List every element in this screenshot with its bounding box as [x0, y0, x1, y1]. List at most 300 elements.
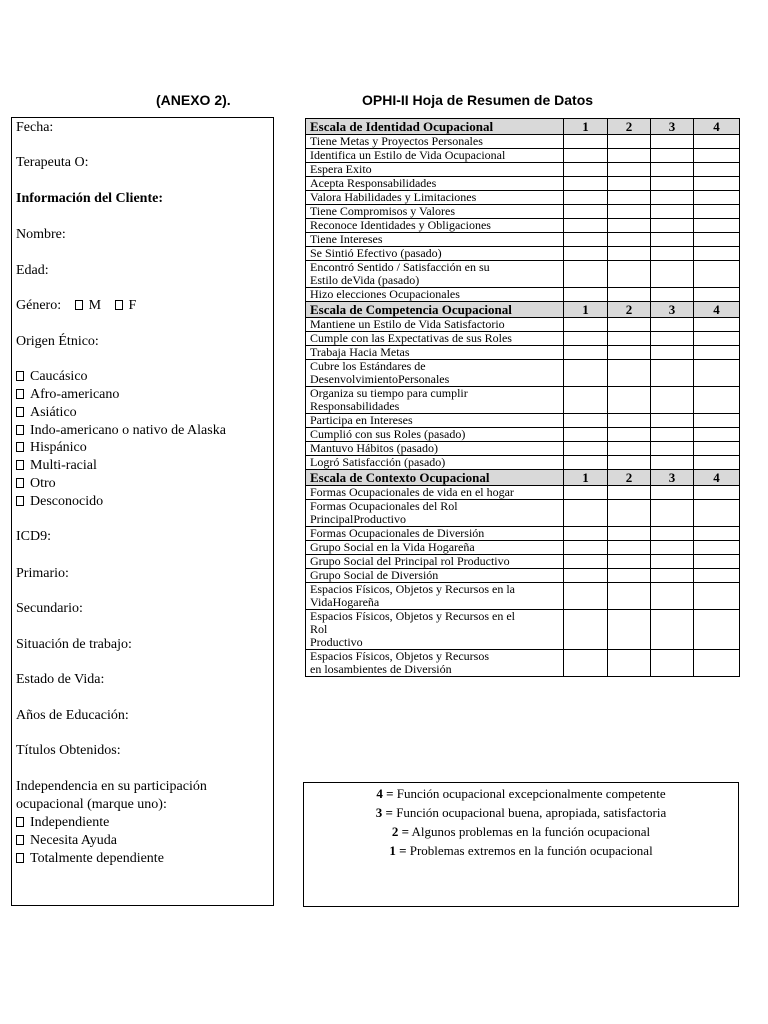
- annex-label: (ANEXO 2).: [156, 92, 231, 108]
- rating-cell[interactable]: [651, 177, 694, 191]
- gender-option-f[interactable]: [115, 298, 137, 313]
- scale-item-text: Tiene Intereses: [310, 232, 383, 246]
- rating-cell[interactable]: [608, 247, 651, 261]
- ethnic-option[interactable]: [16, 386, 119, 404]
- rating-cell[interactable]: [608, 500, 651, 527]
- client-info-box: [11, 117, 274, 906]
- rating-cell[interactable]: [694, 414, 740, 428]
- independence-option[interactable]: [16, 850, 164, 868]
- scale-item-row: [306, 569, 740, 583]
- scale-item-label: [306, 555, 564, 569]
- legend-score: 4 =: [376, 786, 394, 801]
- rating-cell[interactable]: [564, 650, 608, 677]
- rating-cell[interactable]: [564, 177, 608, 191]
- scale-item-text: Hizo elecciones Ocupacionales: [310, 287, 460, 301]
- ethnic-option-label: Afro-americano: [30, 387, 120, 402]
- scale-item-text: Organiza su tiempo para cumplir: [310, 386, 468, 400]
- scale-item-text: DesenvolvimientoPersonales: [310, 372, 450, 386]
- scale-item-text: VidaHogareña: [310, 595, 380, 609]
- gender-f-label: F: [128, 298, 137, 313]
- scale-item-text: Logró Satisfacción (pasado): [310, 455, 446, 469]
- legend-line: [304, 784, 738, 803]
- scale-header-row: [306, 119, 740, 135]
- rating-cell[interactable]: [651, 360, 694, 387]
- checkbox-icon: [16, 442, 24, 452]
- rating-column-header: 2: [608, 302, 651, 318]
- ethnic-option-label: Caucásico: [30, 369, 88, 384]
- scale-item-row: [306, 247, 740, 261]
- rating-cell[interactable]: [564, 205, 608, 219]
- rating-cell[interactable]: [651, 555, 694, 569]
- scale-item-label: [306, 456, 564, 470]
- rating-cell[interactable]: [608, 387, 651, 414]
- rating-cell[interactable]: [694, 442, 740, 456]
- date-label: Fecha:: [16, 120, 54, 135]
- scale-item-label: [306, 149, 564, 163]
- scale-item-row: [306, 332, 740, 346]
- rating-cell[interactable]: [694, 527, 740, 541]
- scale-header-row: [306, 470, 740, 486]
- rating-cell[interactable]: [694, 261, 740, 288]
- rating-cell[interactable]: [651, 163, 694, 177]
- icd9-label: ICD9:: [16, 529, 51, 544]
- rating-cell[interactable]: [564, 500, 608, 527]
- ethnic-option-label: Otro: [30, 476, 56, 491]
- scale-item-label: [306, 247, 564, 261]
- scale-item-text: Responsabilidades: [310, 399, 400, 413]
- rating-cell[interactable]: [694, 332, 740, 346]
- ethnic-option[interactable]: [16, 422, 226, 440]
- scale-item-label: [306, 387, 564, 414]
- rating-cell[interactable]: [651, 414, 694, 428]
- rating-column-header: 2: [608, 470, 651, 486]
- rating-column-header: 1: [564, 470, 608, 486]
- rating-cell[interactable]: [608, 288, 651, 302]
- scale-item-row: [306, 650, 740, 677]
- scale-title: Escala de Contexto Ocupacional: [306, 470, 564, 486]
- education-years-label: Años de Educación:: [16, 708, 129, 723]
- rating-cell[interactable]: [608, 332, 651, 346]
- scale-item-row: [306, 456, 740, 470]
- rating-cell[interactable]: [694, 318, 740, 332]
- rating-cell[interactable]: [564, 456, 608, 470]
- rating-cell[interactable]: [564, 318, 608, 332]
- rating-cell[interactable]: [694, 360, 740, 387]
- rating-cell[interactable]: [608, 261, 651, 288]
- work-situation-label: Situación de trabajo:: [16, 637, 132, 652]
- scale-item-text: Espacios Físicos, Objetos y Recursos en la: [310, 582, 515, 596]
- scale-item-text: Espacios Físicos, Objetos y Recursos: [310, 649, 489, 663]
- scale-item-text: Espera Exito: [310, 162, 372, 176]
- scale-item-row: [306, 610, 740, 650]
- rating-cell[interactable]: [564, 163, 608, 177]
- life-status-label: Estado de Vida:: [16, 672, 105, 687]
- scale-item-text: Rol: [310, 622, 328, 636]
- legend-line: [304, 803, 738, 822]
- checkbox-icon: [16, 407, 24, 417]
- scale-item-text: Se Sintió Efectivo (pasado): [310, 246, 442, 260]
- rating-cell[interactable]: [694, 428, 740, 442]
- secondary-label: Secundario:: [16, 601, 83, 616]
- scale-item-text: Valora Habilidades y Limitaciones: [310, 190, 477, 204]
- rating-cell[interactable]: [608, 650, 651, 677]
- scale-item-label: [306, 177, 564, 191]
- rating-cell[interactable]: [651, 135, 694, 149]
- rating-cell[interactable]: [564, 191, 608, 205]
- rating-cell[interactable]: [651, 205, 694, 219]
- scale-item-text: Cumplió con sus Roles (pasado): [310, 427, 466, 441]
- legend-text: Función ocupacional excepcionalmente competente: [393, 786, 666, 801]
- scale-item-text: Grupo Social del Principal rol Productivo: [310, 554, 510, 568]
- gender-label: Género:: [16, 298, 62, 313]
- rating-cell[interactable]: [694, 163, 740, 177]
- rating-cell[interactable]: [651, 346, 694, 360]
- scale-item-text: Mantiene un Estilo de Vida Satisfactorio: [310, 317, 505, 331]
- rating-cell[interactable]: [651, 233, 694, 247]
- rating-cell[interactable]: [694, 500, 740, 527]
- ethnic-option[interactable]: [16, 475, 56, 493]
- rating-cell[interactable]: [694, 205, 740, 219]
- rating-cell[interactable]: [651, 456, 694, 470]
- scale-item-label: [306, 261, 564, 288]
- legend-text: Algunos problemas en la función ocupacional: [409, 824, 651, 839]
- rating-cell[interactable]: [608, 527, 651, 541]
- independence-option-label: Necesita Ayuda: [30, 833, 117, 848]
- checkbox-icon: [16, 371, 24, 381]
- ethnic-option-label: Hispánico: [30, 440, 87, 455]
- scale-item-label: [306, 500, 564, 527]
- scale-item-text: Espacios Físicos, Objetos y Recursos en el: [310, 609, 515, 623]
- independence-option[interactable]: [16, 832, 117, 850]
- rating-cell[interactable]: [564, 610, 608, 650]
- rating-column-header: 4: [694, 119, 740, 135]
- rating-cell[interactable]: [694, 191, 740, 205]
- scale-item-label: [306, 191, 564, 205]
- scale-item-text: Participa en Intereses: [310, 413, 413, 427]
- primary-label: Primario:: [16, 566, 69, 581]
- scale-item-text: Estilo deVida (pasado): [310, 273, 420, 287]
- scale-item-text: en losambientes de Diversión: [310, 662, 452, 676]
- rating-cell[interactable]: [608, 191, 651, 205]
- ethnic-option[interactable]: [16, 493, 103, 511]
- rating-cell[interactable]: [694, 346, 740, 360]
- rating-cell[interactable]: [564, 387, 608, 414]
- legend-line: [304, 822, 738, 841]
- rating-column-header: 1: [564, 119, 608, 135]
- rating-cell[interactable]: [608, 428, 651, 442]
- rating-cell[interactable]: [694, 650, 740, 677]
- independence-option-label: Totalmente dependiente: [30, 851, 164, 866]
- scale-item-text: Grupo Social en la Vida Hogareña: [310, 540, 475, 554]
- scale-title: Escala de Competencia Ocupacional: [306, 302, 564, 318]
- scale-item-row: [306, 428, 740, 442]
- rating-cell[interactable]: [694, 387, 740, 414]
- rating-cell[interactable]: [608, 205, 651, 219]
- scale-item-row: [306, 500, 740, 527]
- rating-cell[interactable]: [564, 569, 608, 583]
- scale-item-text: Productivo: [310, 635, 363, 649]
- scale-item-row: [306, 387, 740, 414]
- scale-item-label: [306, 527, 564, 541]
- scale-item-text: Trabaja Hacia Metas: [310, 345, 410, 359]
- scale-item-row: [306, 414, 740, 428]
- scale-item-label: [306, 610, 564, 650]
- scale-item-row: [306, 149, 740, 163]
- gender-m-label: M: [88, 298, 102, 313]
- rating-cell[interactable]: [651, 500, 694, 527]
- ethnic-option-label: Asiático: [30, 405, 77, 420]
- rating-cell[interactable]: [694, 177, 740, 191]
- degrees-label: Títulos Obtenidos:: [16, 743, 121, 758]
- rating-cell[interactable]: [651, 288, 694, 302]
- rating-column-header: 3: [651, 119, 694, 135]
- scale-item-text: Formas Ocupacionales de vida en el hogar: [310, 485, 514, 499]
- rating-cell[interactable]: [651, 247, 694, 261]
- scale-item-row: [306, 205, 740, 219]
- scale-item-row: [306, 346, 740, 360]
- scale-item-label: [306, 318, 564, 332]
- scale-item-text: Formas Ocupacionales del Rol: [310, 499, 458, 513]
- rating-cell[interactable]: [694, 219, 740, 233]
- checkbox-icon: [16, 425, 24, 435]
- scale-item-label: [306, 414, 564, 428]
- legend-text: Función ocupacional buena, apropiada, satisfactoria: [392, 805, 667, 820]
- scale-title: Escala de Identidad Ocupacional: [306, 119, 564, 135]
- rating-cell[interactable]: [608, 360, 651, 387]
- rating-cell[interactable]: [651, 318, 694, 332]
- rating-cell[interactable]: [651, 527, 694, 541]
- rating-cell[interactable]: [608, 486, 651, 500]
- rating-cell[interactable]: [694, 135, 740, 149]
- rating-cell[interactable]: [608, 233, 651, 247]
- scale-item-text: Reconoce Identidades y Obligaciones: [310, 218, 491, 232]
- scale-item-text: Tiene Metas y Proyectos Personales: [310, 134, 483, 148]
- legend-score: 1 =: [389, 843, 407, 858]
- checkbox-icon: [75, 300, 83, 310]
- rating-legend: [303, 782, 739, 907]
- scale-item-text: Cubre los Estándares de: [310, 359, 426, 373]
- rating-cell[interactable]: [564, 219, 608, 233]
- scale-item-row: [306, 541, 740, 555]
- rating-cell[interactable]: [608, 569, 651, 583]
- rating-cell[interactable]: [564, 414, 608, 428]
- rating-column-header: 3: [651, 302, 694, 318]
- rating-cell[interactable]: [694, 456, 740, 470]
- scale-item-label: [306, 219, 564, 233]
- checkbox-icon: [16, 389, 24, 399]
- scale-item-text: Mantuvo Hábitos (pasado): [310, 441, 438, 455]
- rating-cell[interactable]: [694, 555, 740, 569]
- rating-cell[interactable]: [651, 583, 694, 610]
- checkbox-icon: [16, 496, 24, 506]
- scale-item-text: Acepta Responsabilidades: [310, 176, 437, 190]
- rating-cell[interactable]: [651, 261, 694, 288]
- scale-item-label: [306, 233, 564, 247]
- scale-item-row: [306, 583, 740, 610]
- checkbox-icon: [16, 460, 24, 470]
- rating-cell[interactable]: [651, 541, 694, 555]
- rating-cell[interactable]: [694, 541, 740, 555]
- rating-cell[interactable]: [694, 288, 740, 302]
- scale-item-label: [306, 569, 564, 583]
- rating-cell[interactable]: [608, 135, 651, 149]
- rating-cell[interactable]: [564, 527, 608, 541]
- rating-cell[interactable]: [564, 288, 608, 302]
- rating-cell[interactable]: [564, 486, 608, 500]
- scale-item-row: [306, 360, 740, 387]
- rating-cell[interactable]: [564, 135, 608, 149]
- scale-item-label: [306, 583, 564, 610]
- legend-score: 3 =: [375, 805, 393, 820]
- scale-item-row: [306, 318, 740, 332]
- rating-cell[interactable]: [694, 610, 740, 650]
- ethnic-option-label: Multi-racial: [30, 458, 97, 473]
- scale-item-row: [306, 233, 740, 247]
- rating-cell[interactable]: [608, 442, 651, 456]
- scale-item-label: [306, 650, 564, 677]
- rating-cell[interactable]: [564, 442, 608, 456]
- rating-cell[interactable]: [564, 346, 608, 360]
- rating-cell[interactable]: [694, 233, 740, 247]
- rating-column-header: 2: [608, 119, 651, 135]
- scale-item-text: Formas Ocupacionales de Diversión: [310, 526, 485, 540]
- therapist-label: Terapeuta O:: [16, 155, 89, 170]
- scale-item-row: [306, 442, 740, 456]
- checkbox-icon: [16, 835, 24, 845]
- scale-item-text: Identifica un Estilo de Vida Ocupacional: [310, 148, 506, 162]
- scale-item-label: [306, 163, 564, 177]
- ethnic-option[interactable]: [16, 368, 88, 386]
- rating-column-header: 4: [694, 302, 740, 318]
- rating-cell[interactable]: [651, 650, 694, 677]
- independence-label-line1: Independencia en su participación: [16, 779, 207, 794]
- ethnic-option-label: Indo-americano o nativo de Alaska: [30, 423, 226, 438]
- scale-item-label: [306, 442, 564, 456]
- rating-cell[interactable]: [651, 219, 694, 233]
- scale-item-label: [306, 332, 564, 346]
- rating-cell[interactable]: [694, 149, 740, 163]
- rating-cell[interactable]: [564, 360, 608, 387]
- scale-item-row: [306, 288, 740, 302]
- rating-cell[interactable]: [651, 332, 694, 346]
- scale-item-text: Tiene Compromisos y Valores: [310, 204, 456, 218]
- rating-cell[interactable]: [694, 583, 740, 610]
- ophi-scale-table: [305, 118, 740, 677]
- rating-cell[interactable]: [608, 414, 651, 428]
- independence-option-label: Independiente: [30, 815, 110, 830]
- ethnic-option[interactable]: [16, 404, 77, 422]
- scale-item-row: [306, 177, 740, 191]
- rating-cell[interactable]: [564, 583, 608, 610]
- independence-label-line2: ocupacional (marque uno):: [16, 797, 167, 812]
- scale-item-label: [306, 205, 564, 219]
- rating-cell[interactable]: [651, 191, 694, 205]
- rating-cell[interactable]: [608, 555, 651, 569]
- rating-cell[interactable]: [651, 428, 694, 442]
- rating-cell[interactable]: [564, 555, 608, 569]
- scale-header-row: [306, 302, 740, 318]
- rating-cell[interactable]: [564, 332, 608, 346]
- scale-item-text: Encontró Sentido / Satisfacción en su: [310, 260, 490, 274]
- rating-cell[interactable]: [651, 569, 694, 583]
- independence-option[interactable]: [16, 814, 109, 832]
- legend-line: [304, 841, 738, 860]
- scale-item-row: [306, 527, 740, 541]
- ethnic-option[interactable]: [16, 457, 97, 475]
- rating-cell[interactable]: [564, 247, 608, 261]
- scale-item-row: [306, 135, 740, 149]
- rating-cell[interactable]: [651, 610, 694, 650]
- rating-cell[interactable]: [694, 569, 740, 583]
- rating-cell[interactable]: [608, 163, 651, 177]
- rating-cell[interactable]: [564, 149, 608, 163]
- scale-item-row: [306, 163, 740, 177]
- page-title: OPHI-II Hoja de Resumen de Datos: [362, 92, 594, 108]
- scale-item-label: [306, 486, 564, 500]
- scale-item-row: [306, 219, 740, 233]
- rating-cell[interactable]: [608, 219, 651, 233]
- rating-cell[interactable]: [564, 233, 608, 247]
- scale-item-label: [306, 428, 564, 442]
- scale-item-text: Grupo Social de Diversión: [310, 568, 439, 582]
- rating-cell[interactable]: [564, 261, 608, 288]
- legend-score: 2 =: [391, 824, 409, 839]
- rating-cell[interactable]: [608, 149, 651, 163]
- checkbox-icon: [115, 300, 123, 310]
- rating-cell[interactable]: [608, 346, 651, 360]
- name-label: Nombre:: [16, 227, 66, 242]
- rating-cell[interactable]: [651, 387, 694, 414]
- rating-cell[interactable]: [651, 442, 694, 456]
- scale-item-text: PrincipalProductivo: [310, 512, 406, 526]
- rating-column-header: 3: [651, 470, 694, 486]
- ethnic-option[interactable]: [16, 439, 87, 457]
- client-info-heading: Información del Cliente:: [16, 191, 163, 206]
- scale-item-label: [306, 360, 564, 387]
- gender-row: [16, 297, 136, 315]
- rating-cell[interactable]: [608, 318, 651, 332]
- rating-column-header: 1: [564, 302, 608, 318]
- scale-item-text: Cumple con las Expectativas de sus Roles: [310, 331, 512, 345]
- checkbox-icon: [16, 478, 24, 488]
- rating-cell[interactable]: [608, 610, 651, 650]
- age-label: Edad:: [16, 263, 49, 278]
- rating-cell[interactable]: [651, 486, 694, 500]
- rating-cell[interactable]: [694, 486, 740, 500]
- scale-item-label: [306, 541, 564, 555]
- legend-text: Problemas extremos en la función ocupacional: [406, 843, 653, 858]
- rating-cell[interactable]: [608, 583, 651, 610]
- scale-item-row: [306, 555, 740, 569]
- rating-cell[interactable]: [694, 247, 740, 261]
- scale-item-row: [306, 261, 740, 288]
- rating-cell[interactable]: [608, 541, 651, 555]
- scale-item-label: [306, 135, 564, 149]
- scale-item-row: [306, 191, 740, 205]
- checkbox-icon: [16, 853, 24, 863]
- scale-item-row: [306, 486, 740, 500]
- scale-item-label: [306, 288, 564, 302]
- rating-cell[interactable]: [651, 149, 694, 163]
- rating-cell[interactable]: [564, 541, 608, 555]
- ethnic-option-label: Desconocido: [30, 494, 104, 509]
- scale-item-label: [306, 346, 564, 360]
- rating-cell[interactable]: [608, 456, 651, 470]
- rating-column-header: 4: [694, 470, 740, 486]
- rating-cell[interactable]: [608, 177, 651, 191]
- rating-cell[interactable]: [564, 428, 608, 442]
- gender-option-m[interactable]: [75, 298, 101, 313]
